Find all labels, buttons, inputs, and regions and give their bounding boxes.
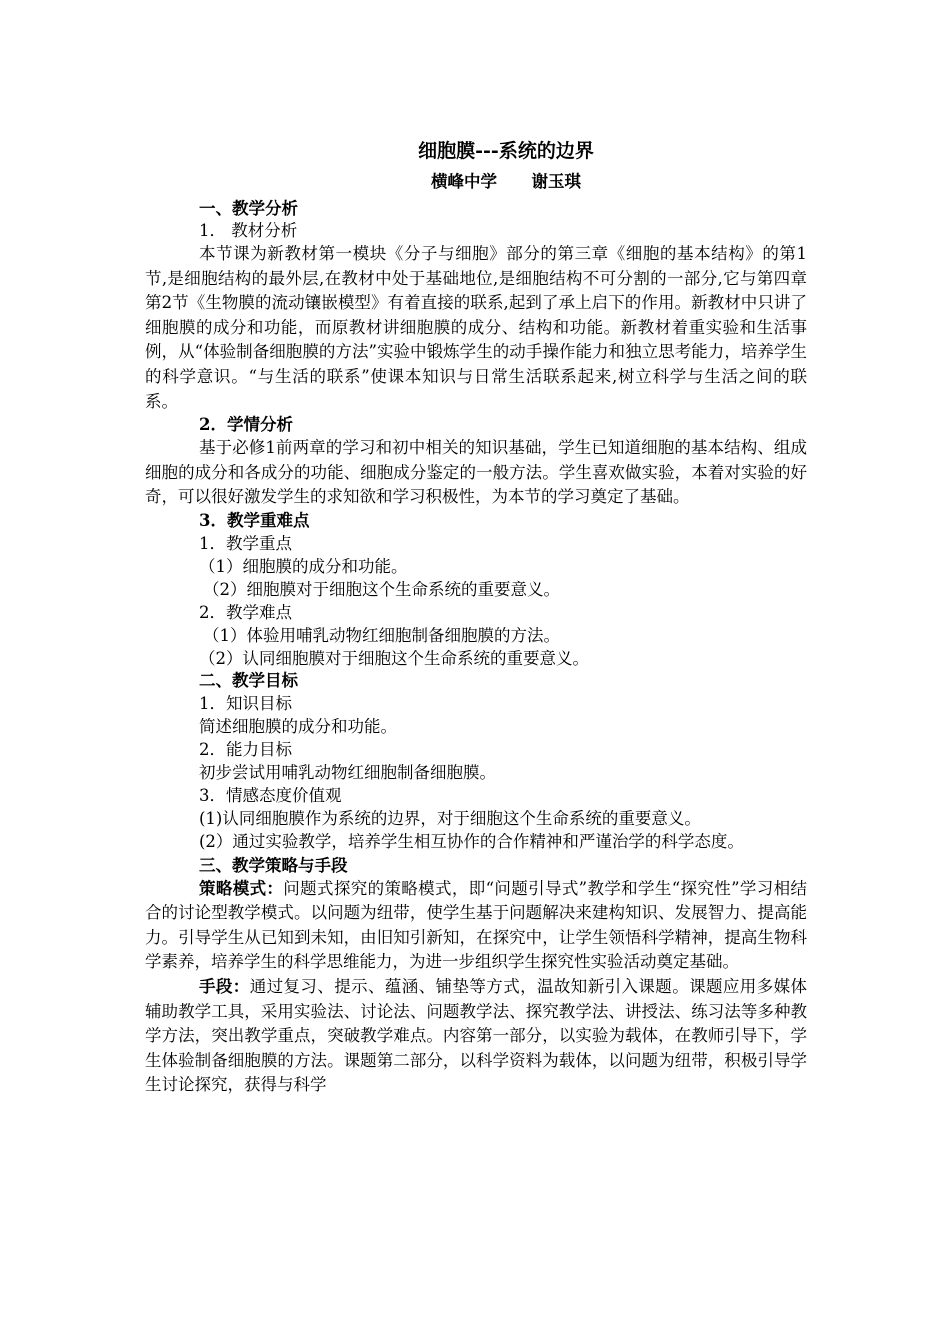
difficulty-item-2: （2）认同细胞膜对于细胞这个生命系统的重要意义。 <box>199 648 589 668</box>
strategy-label: 策略模式： <box>199 878 284 898</box>
ability-goal-heading: 2．能力目标 <box>199 739 292 759</box>
ability-goal-text: 初步尝试用哺乳动物红细胞制备细胞膜。 <box>199 762 496 782</box>
knowledge-goal-heading: 1．知识目标 <box>199 693 292 713</box>
emotion-goal-item-2: (2）通过实验教学，培养学生相互协作的合作精神和严谨治学的科学态度。 <box>199 831 744 851</box>
difficulty-item-1: （1）体验用哺乳动物红细胞制备细胞膜的方法。 <box>203 625 560 645</box>
document-title: 细胞膜---系统的边界 <box>418 140 594 162</box>
emotion-goal-item-1: (1)认同细胞膜作为系统的边界，对于细胞这个生命系统的重要意义。 <box>199 808 701 828</box>
subheading-key-points: 3．教学重难点 <box>199 510 310 530</box>
paragraph-means <box>145 975 807 1098</box>
author-line: 横峰中学 谢玉琪 <box>431 172 581 191</box>
focus-item-1: （1）细胞膜的成分和功能。 <box>199 556 408 576</box>
difficulty-heading: 2．教学难点 <box>199 602 292 622</box>
section-heading-strategy: 三、教学策略与手段 <box>199 855 348 875</box>
paragraph-strategy <box>145 877 807 975</box>
paragraph-students: 基于必修1前两章的学习和初中相关的知识基础，学生已知道细胞的基本结构、组成细胞的成分和各成分的功能、细胞成分鉴定的一般方法。学生喜欢做实验，本着对实验的好奇，可以很好激发学生的求知欲和学习积极性，为本节的学习奠定了基础。 <box>145 438 807 507</box>
means-text: 通过复习、提示、蕴涵、铺垫等方式，温故知新引入课题。课题应用多媒体辅助教学工具，采用实验法、讨论法、问题教学法、探究教学法、讲授法、练习法等多种教学方法，突出教学重点，突破教学难点。内容第一部分，以实验为载体，在教师引导下，学生体验制备细胞膜的方法。课题第二部分，以科学资料为载体，以问题为纽带，积极引导学生讨论探究，获得与科学 <box>145 976 808 1095</box>
focus-item-2: （2）细胞膜对于细胞这个生命系统的重要意义。 <box>203 579 560 599</box>
strategy-text: 问题式探究的策略模式，即“问题引导式”教学和学生“探究性”学习相结合的讨论型教学模式。以问题为纽带，使学生基于问题解决来建构知识、发展智力、提高能力。引导学生从已知到未知，由旧知引新知，在探究中，让学生领悟科学精神，提高生物科学素养，培养学生的科学思维能力，为进一步组织学生探究性实验活动奠定基础。 <box>145 878 807 972</box>
section-heading-analysis: 一、教学分析 <box>199 199 298 218</box>
section-heading-goals: 二、教学目标 <box>199 670 298 690</box>
document-page <box>145 136 807 1098</box>
subheading-textbook: 1． 教材分析 <box>199 221 298 240</box>
subheading-students: 2．学情分析 <box>199 415 293 435</box>
focus-heading: 1．教学重点 <box>199 533 292 553</box>
knowledge-goal-text: 简述细胞膜的成分和功能。 <box>199 716 397 736</box>
paragraph-textbook: 本节课为新教材第一模块《分子与细胞》部分的第三章《细胞的基本结构》的第1节,是细胞结构的最外层,在教材中处于基础地位,是细胞结构不可分割的一部分,它与第四章第2节《生物膜的流动镶嵌模型》有着直接的联系,起到了承上启下的作用。新教材中只讲了细胞膜的成分和功能，而原教材讲细胞膜的成分、结构和功能。新教材着重实验和生活事例，从“体验制备细胞膜的方法”实验中锻炼学生的动手操作能力和独立思考能力，培养学生的科学意识。“与生活的联系”使课本知识与日常生活联系起来,树立科学与生活之间的联系。 <box>145 244 807 411</box>
means-label: 手段： <box>199 976 250 996</box>
emotion-goal-heading: 3．情感态度价值观 <box>199 785 342 805</box>
